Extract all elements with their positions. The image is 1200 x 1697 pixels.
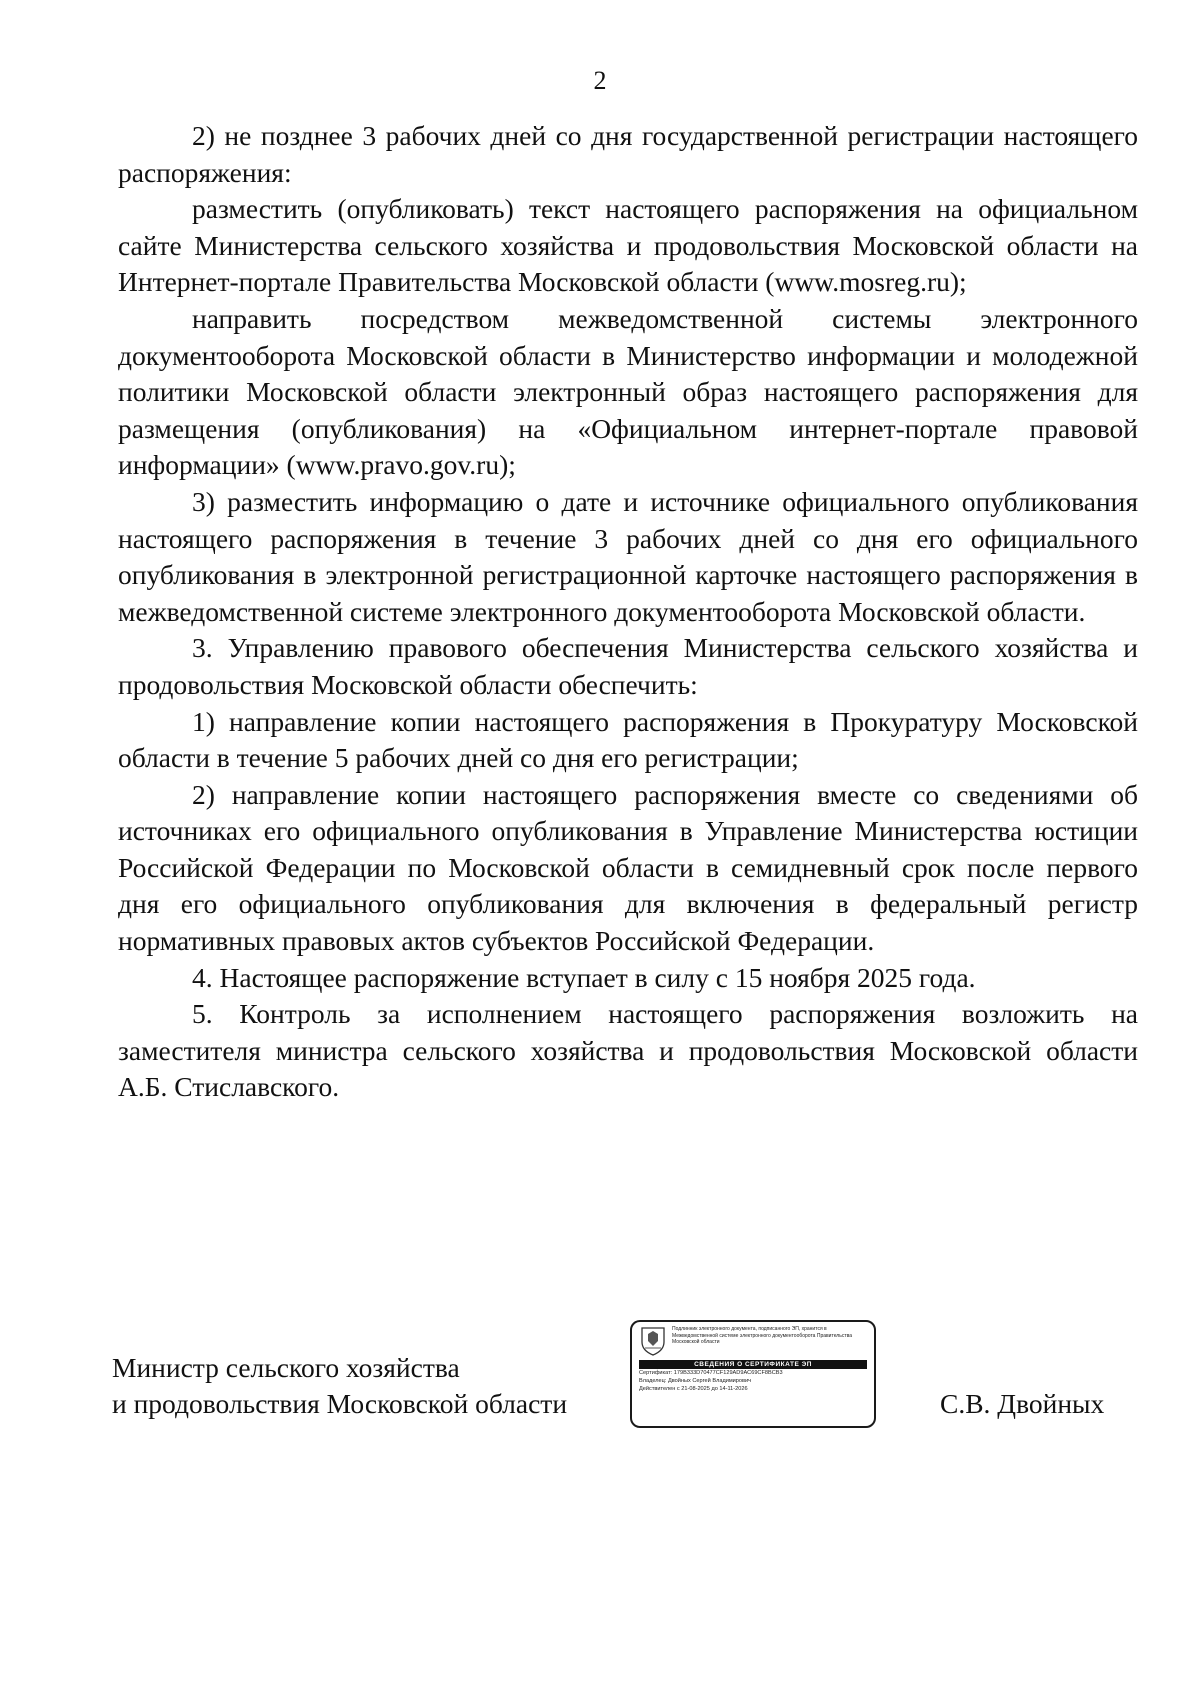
stamp-header: СВЕДЕНИЯ О СЕРТИФИКАТЕ ЭП bbox=[639, 1360, 867, 1369]
coat-of-arms-icon bbox=[639, 1326, 667, 1356]
paragraph-2-deadline: 2) не позднее 3 рабочих дней со дня государственной регистрации настоящего распоряжения: bbox=[118, 120, 1138, 188]
stamp-info-text: Подлинник электронного документа, подписанного ЭП, хранится в Межведомственной системе электронного документооборота Правительства Московской области bbox=[672, 1326, 852, 1346]
document-body bbox=[118, 118, 1138, 1106]
paragraph-publish-site: разместить (опубликовать) текст настоящего распоряжения на официальном сайте Министерства сельского хозяйства и продовольствия Московской области на Интернет-портале Правительства Московской области (www.mosreg.ru); bbox=[118, 193, 1138, 298]
page-number: 2 bbox=[593, 66, 607, 95]
stamp-validity: Действителен с 21-08-2025 до 14-11-2026 bbox=[639, 1386, 748, 1392]
signer-name: С.В. Двойных bbox=[940, 1388, 1105, 1419]
paragraph-3-2-justice: 2) направление копии настоящего распоряжения вместе со сведениями об источниках его официального опубликования в Управление Министерства юстиции Российской Федерации по Московской области в семидневный срок после первого дня его официального опубликования для включения в федеральный регистр нормативных правовых актов субъектов Российской Федерации. bbox=[118, 778, 1138, 957]
paragraph-3-publish-info: 3) разместить информацию о дате и источнике официального опубликования настоящего распоряжения в течение 3 рабочих дней со дня его официального опубликования в электронной регистрационной карточке настоящего распоряжения в межведомственной системе электронного документооборота Московской области. bbox=[118, 485, 1138, 627]
paragraph-section-3: 3. Управлению правового обеспечения Министерства сельского хозяйства и продовольствия Московской области обеспечить: bbox=[118, 632, 1138, 700]
stamp-owner: Владелец: Двойных Сергей Владимирович bbox=[639, 1378, 752, 1384]
stamp-certificate: Сертификат: 179B333D70477CF129AD9AC69CF8BCB3 bbox=[639, 1370, 783, 1376]
paragraph-section-5: 5. Контроль за исполнением настоящего распоряжения возложить на заместителя министра сельского хозяйства и продовольствия Московской области А.Б. Стиславского. bbox=[118, 998, 1138, 1103]
signer-position-line2: и продовольствия Московской области bbox=[112, 1388, 568, 1419]
paragraph-section-4: 4. Настоящее распоряжение вступает в силу с 15 ноября 2025 года. bbox=[192, 961, 976, 993]
electronic-signature-stamp bbox=[630, 1320, 876, 1428]
paragraph-send-pravo: направить посредством межведомственной системы электронного документооборота Московской области в Министерство информации и молодежной политики Московской области электронный образ настоящего распоряжения для размещения (опубликования) на «Официальном интернет-портале правовой информации» (www.pravo.gov.ru); bbox=[118, 302, 1138, 481]
signer-position bbox=[112, 1350, 567, 1422]
signer-position-line1: Министр сельского хозяйства bbox=[112, 1352, 460, 1383]
paragraph-3-1-prosecutor: 1) направление копии настоящего распоряжения в Прокуратуру Московской области в течение 5 рабочих дней со дня его регистрации; bbox=[118, 705, 1138, 774]
